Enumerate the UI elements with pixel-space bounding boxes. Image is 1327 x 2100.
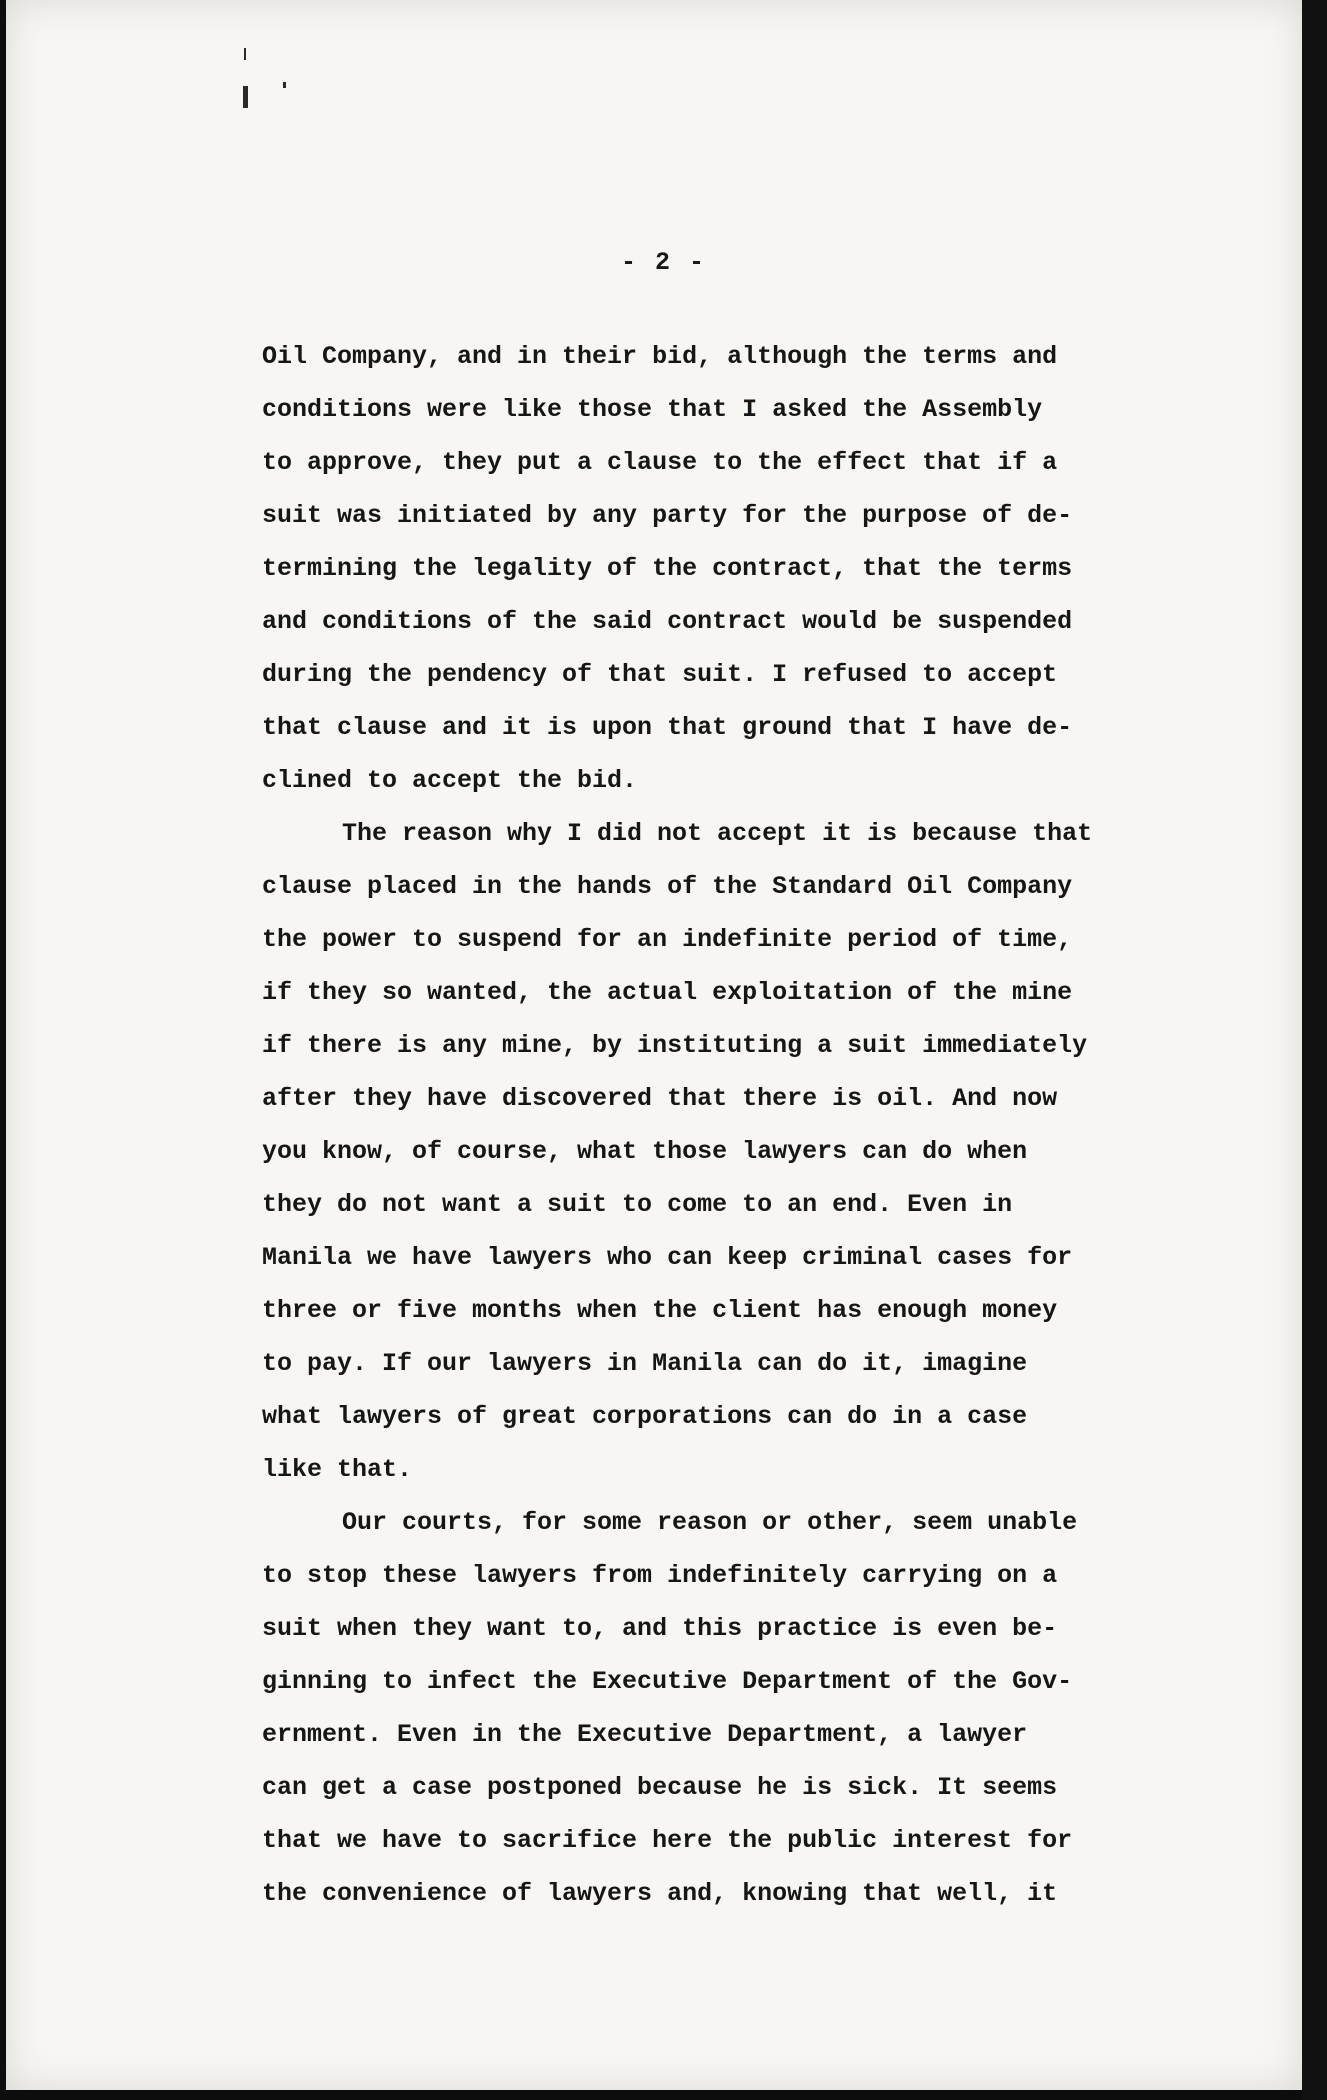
text-line: if there is any mine, by instituting a suit immediately [262, 1031, 1088, 1060]
text-line: Oil Company, and in their bid, although the terms and [262, 342, 1058, 371]
scan-edge [1302, 0, 1327, 2100]
text-line: if they so wanted, the actual exploitation of the mine [262, 978, 1073, 1007]
text-line: they do not want a suit to come to an end. Even in [262, 1190, 1013, 1219]
text-line: the power to suspend for an indefinite period of time, [262, 925, 1073, 954]
text-line: conditions were like those that I asked the Assembly [262, 395, 1043, 424]
text-line: three or five months when the client has enough money [262, 1296, 1058, 1325]
scan-speck [243, 86, 248, 108]
paragraph-first-line: Our courts, for some reason or other, seem unable [342, 1508, 1078, 1537]
scan-speck [283, 82, 286, 88]
text-line: suit was initiated by any party for the purpose of de- [262, 501, 1073, 530]
text-line: ernment. Even in the Executive Department, a lawyer [262, 1720, 1028, 1749]
text-line: clause placed in the hands of the Standard Oil Company [262, 872, 1073, 901]
text-line: that clause and it is upon that ground that I have de- [262, 713, 1073, 742]
text-line: what lawyers of great corporations can do in a case [262, 1402, 1028, 1431]
text-line: clined to accept the bid. [262, 766, 638, 795]
text-line: and conditions of the said contract would be suspended [262, 607, 1073, 636]
page-number: - 2 - [620, 248, 706, 277]
text-line: Manila we have lawyers who can keep criminal cases for [262, 1243, 1073, 1272]
text-line: ginning to infect the Executive Department of the Gov- [262, 1667, 1073, 1696]
paragraph-first-line: The reason why I did not accept it is because that [342, 819, 1093, 848]
text-line: that we have to sacrifice here the public interest for [262, 1826, 1073, 1855]
text-line: after they have discovered that there is oil. And now [262, 1084, 1058, 1113]
text-line: can get a case postponed because he is sick. It seems [262, 1773, 1058, 1802]
text-line: you know, of course, what those lawyers can do when [262, 1137, 1028, 1166]
text-line: suit when they want to, and this practice is even be- [262, 1614, 1058, 1643]
text-line: to pay. If our lawyers in Manila can do it, imagine [262, 1349, 1028, 1378]
scan-speck [244, 48, 246, 60]
text-line: termining the legality of the contract, that the terms [262, 554, 1073, 583]
text-line: to approve, they put a clause to the effect that if a [262, 448, 1058, 477]
text-line: to stop these lawyers from indefinitely carrying on a [262, 1561, 1058, 1590]
text-line: during the pendency of that suit. I refused to accept [262, 660, 1058, 689]
document-body [262, 330, 1162, 1920]
text-line: like that. [262, 1455, 413, 1484]
text-line: the convenience of lawyers and, knowing that well, it [262, 1879, 1058, 1908]
